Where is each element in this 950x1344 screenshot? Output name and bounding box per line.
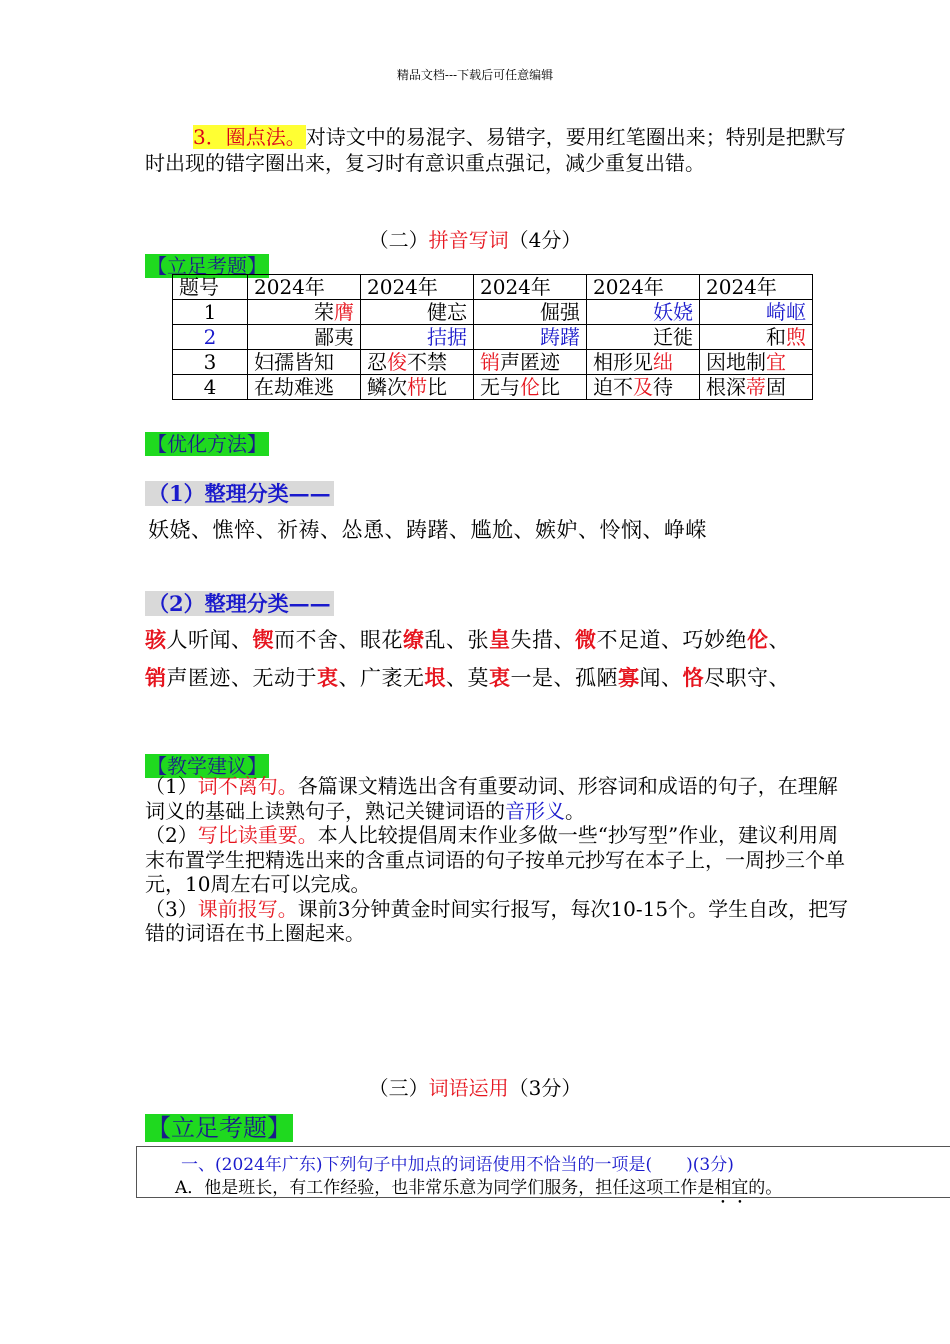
- word-segment: 妖娆: [653, 300, 693, 324]
- section3-suffix: （3分）: [508, 1076, 582, 1100]
- word-cell: [361, 375, 474, 400]
- advice-highlight: 音形义: [505, 798, 565, 823]
- word-cell: [474, 325, 587, 350]
- idiom-segment: 闻、: [639, 666, 683, 690]
- advice-item: [145, 823, 855, 897]
- word-cell: [248, 375, 361, 400]
- word-cell: [587, 375, 700, 400]
- word-cell: [587, 350, 700, 375]
- tag-exam2: [145, 1108, 293, 1143]
- advice-body-end: 。: [565, 798, 585, 823]
- idiom-segment: 、莫: [446, 666, 489, 690]
- header-number: 题号: [173, 275, 248, 300]
- word-cell: [587, 300, 700, 325]
- quiz-box: [136, 1146, 950, 1198]
- word-segment: 比: [427, 375, 447, 399]
- word-cell: [361, 350, 474, 375]
- word-segment: 待: [653, 375, 673, 399]
- section2-prefix: （二）: [368, 228, 429, 252]
- word-segment: 迁徙: [653, 325, 693, 349]
- row-number: 1: [173, 300, 248, 325]
- tag-exam-label: 【立足考题】: [147, 254, 267, 278]
- classify1-label: （1）整理分类——: [145, 481, 334, 506]
- word-segment: 在劫难逃: [254, 375, 334, 399]
- word-segment: 蒂: [746, 375, 766, 399]
- word-segment: 荣: [314, 300, 334, 324]
- word-segment: 忍: [367, 350, 387, 374]
- word-cell: [474, 300, 587, 325]
- tag-optimize: [145, 428, 269, 457]
- word-cell: [474, 350, 587, 375]
- advice-body: 各篇课文精选出含有重要动词、形容词和成语的句子，在理解词义的基础上读熟句子，熟记关键词语的: [145, 774, 838, 823]
- word-segment: 拮据: [427, 325, 467, 349]
- idiom-segment: 恪: [682, 665, 704, 690]
- option-a-text: A．他是班长，有工作经验，也非常乐意为同学们服务，担任这项工作是: [175, 1178, 715, 1198]
- tag-optimize-label: 【优化方法】: [147, 432, 267, 456]
- word-segment: 及: [633, 375, 653, 399]
- word-segment: 妇孺皆知: [254, 350, 334, 374]
- advice-heading: 课前报写。: [197, 896, 298, 921]
- word-segment: 崎岖: [766, 300, 806, 324]
- advice-item: [145, 774, 855, 823]
- table-row: [173, 325, 813, 350]
- idiom-segment: 锲: [252, 627, 274, 652]
- section2-suffix: （4分）: [508, 228, 582, 252]
- quiz-option-a: [175, 1173, 782, 1208]
- tag-teaching-label: 【教学建议】: [147, 754, 267, 778]
- word-cell: [587, 325, 700, 350]
- word-segment: 鳞次: [367, 375, 407, 399]
- idiom-segment: 、: [768, 628, 790, 652]
- word-cell: [361, 325, 474, 350]
- idiom-segment: 衷: [489, 665, 511, 690]
- word-segment: 伦: [520, 375, 540, 399]
- header-year: 2024年: [361, 275, 474, 300]
- word-segment: 根深: [706, 375, 746, 399]
- classify1-words: 妖娆、憔悴、祈祷、怂恿、踌躇、尴尬、嫉妒、怜悯、峥嵘: [148, 518, 707, 542]
- advice-number: （1）: [145, 774, 198, 798]
- word-segment: 宜: [766, 350, 786, 374]
- header-year: 2024年: [700, 275, 813, 300]
- word-segment: 膺: [334, 300, 354, 324]
- word-cell: [700, 300, 813, 325]
- classify2-line2: [145, 662, 790, 692]
- word-cell: [700, 325, 813, 350]
- idiom-segment: 不足道、巧妙绝: [596, 628, 747, 652]
- idiom-segment: 而不舍、眼花: [274, 628, 403, 652]
- word-segment: 不禁: [407, 350, 447, 374]
- idiom-segment: 失措、: [510, 628, 575, 652]
- word-segment: 鄙夷: [314, 325, 354, 349]
- method3-text: 对诗文中的易混字、易错字，要用红笔圈出来；特别是把默写时出现的错字圈出来，复习时有意识重点强记，减少重复出错。: [145, 125, 846, 175]
- table-row: [173, 300, 813, 325]
- section2-title: [0, 224, 950, 253]
- word-segment: 绌: [653, 350, 673, 374]
- word-segment: 倔强: [540, 300, 580, 324]
- quiz-question: 一、(2024年广东)下列句子中加点的词语使用不恰当的一项是( )(3分): [181, 1155, 734, 1175]
- row-number: 2: [173, 325, 248, 350]
- method3-label: 3．圈点法。: [193, 125, 306, 149]
- classify1-heading: [145, 478, 334, 508]
- word-segment: 销: [480, 350, 500, 374]
- advice-body: 课前3分钟黄金时间实行报写，每次10-15个。学生自改，把写错的词语在书上圈起来。: [145, 896, 849, 945]
- idiom-segment: 骇: [145, 627, 167, 652]
- idiom-segment: 衷: [317, 665, 339, 690]
- word-cell: [700, 375, 813, 400]
- method3-paragraph: [145, 124, 865, 176]
- word-segment: 无与: [480, 375, 520, 399]
- word-segment: 和: [766, 325, 786, 349]
- advice-number: （2）: [145, 823, 198, 847]
- word-cell: [248, 325, 361, 350]
- word-segment: 健忘: [427, 300, 467, 324]
- advice-number: （3）: [145, 896, 198, 921]
- header-year: 2024年: [248, 275, 361, 300]
- advice-heading: 写比读重要。: [197, 823, 318, 847]
- row-number: 4: [173, 375, 248, 400]
- idiom-segment: 销: [145, 665, 167, 690]
- tag-exam2-label: 【立足考题】: [147, 1114, 291, 1142]
- word-segment: 煦: [786, 325, 806, 349]
- word-segment: 因地制: [706, 350, 766, 374]
- header-year: 2024年: [587, 275, 700, 300]
- word-segment: 固: [766, 375, 786, 399]
- classify2-line1: [145, 624, 790, 654]
- word-segment: 声匿迹: [500, 350, 560, 374]
- idiom-segment: 缭: [403, 627, 425, 652]
- word-segment: 相形见: [593, 350, 653, 374]
- idiom-segment: 声匿迹、无动于: [166, 666, 317, 690]
- table-row: [173, 375, 813, 400]
- word-table: [172, 274, 813, 400]
- word-cell: [361, 300, 474, 325]
- classify2-label: （2）整理分类——: [145, 591, 334, 616]
- idiom-segment: 乱、张: [424, 628, 489, 652]
- option-a-dotted-word: 相宜: [714, 1178, 749, 1198]
- idiom-segment: 微: [575, 627, 597, 652]
- word-segment: 比: [540, 375, 560, 399]
- page-header: 精品文档---下载后可任意编辑: [396, 68, 554, 82]
- advice-item: [145, 897, 855, 946]
- word-cell: [248, 350, 361, 375]
- header-year: 2024年: [474, 275, 587, 300]
- option-a-end: 的。: [748, 1178, 783, 1198]
- word-segment: 迫不: [593, 375, 633, 399]
- word-cell: [700, 350, 813, 375]
- word-cell: [474, 375, 587, 400]
- word-segment: 俊: [387, 350, 407, 374]
- section2-name: 拼音写词: [428, 228, 509, 252]
- table-row: [173, 350, 813, 375]
- idiom-segment: 人听闻、: [166, 628, 253, 652]
- idiom-segment: 一是、孤陋: [510, 666, 618, 690]
- section3-name: 词语运用: [428, 1076, 509, 1100]
- section3-prefix: （三）: [368, 1076, 429, 1100]
- classify2-heading: [145, 588, 334, 618]
- idiom-segment: 、广袤无: [338, 666, 425, 690]
- advice-heading: 词不离句。: [197, 774, 298, 798]
- word-segment: 栉: [407, 375, 427, 399]
- word-cell: [248, 300, 361, 325]
- idiom-segment: 伦: [747, 627, 769, 652]
- advice-list: [145, 774, 855, 946]
- idiom-segment: 垠: [424, 665, 446, 690]
- advice-body: 本人比较提倡周末作业多做一些“抄写型”作业，建议利用周末布置学生把精选出来的含重点词语的句子按单元抄写在本子上，一周抄三个单元，10周左右可以完成。: [145, 823, 845, 896]
- word-segment: 踌躇: [540, 325, 580, 349]
- idiom-segment: 皇: [489, 627, 511, 652]
- idiom-segment: 寡: [618, 665, 640, 690]
- section3-title: [0, 1072, 950, 1101]
- row-number: 3: [173, 350, 248, 375]
- idiom-segment: 尽职守、: [704, 666, 790, 690]
- table-header-row: [173, 275, 813, 300]
